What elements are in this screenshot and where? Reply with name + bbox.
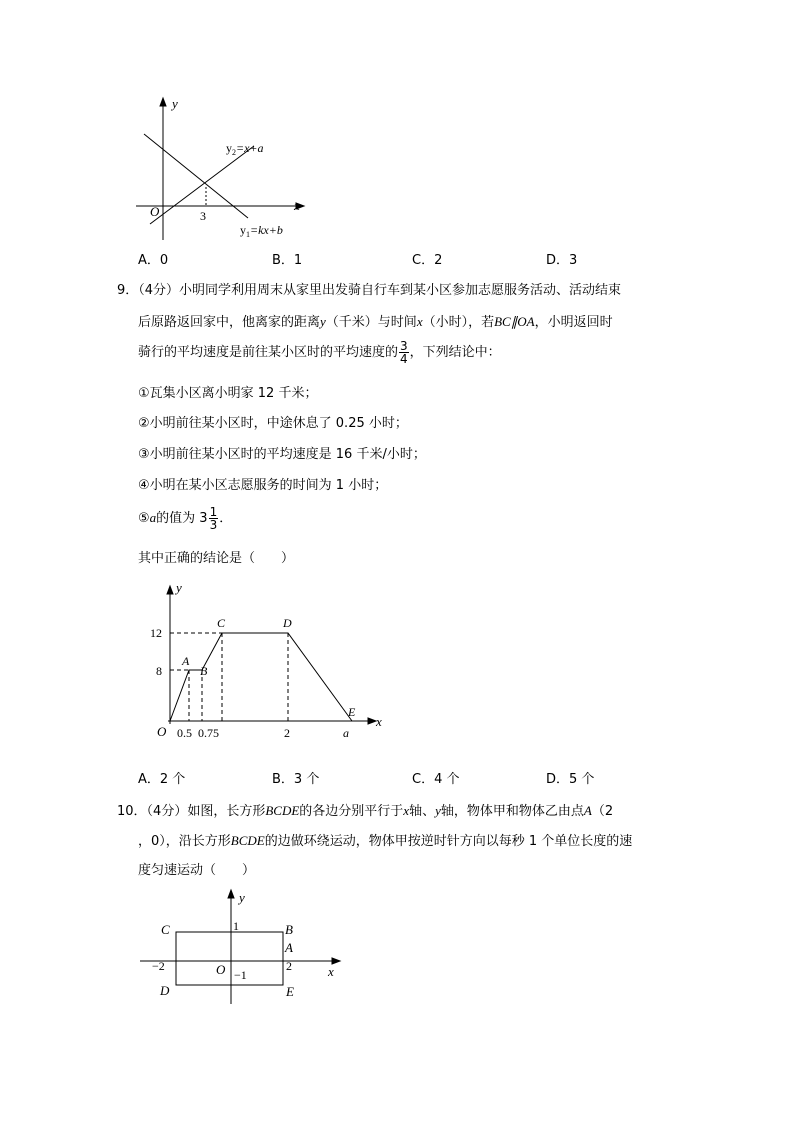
q9-ask: 其中正确的结论是（ ） <box>138 551 295 566</box>
fraction-one-third: $\frac{1}{3}$ <box>209 505 218 532</box>
x-label: x <box>376 714 382 729</box>
tick-3: 3 <box>200 209 206 223</box>
tick-m1: −1 <box>234 968 247 982</box>
q9-statement-4: ④小明在某小区志愿服务的时间为 1 小时； <box>138 478 388 493</box>
q8-option-c[interactable]: C．2 <box>412 253 443 268</box>
y-label: y <box>176 580 182 595</box>
origin-label: O <box>150 204 160 219</box>
line-y1 <box>144 134 248 218</box>
q9-option-d[interactable]: D．5 个 <box>546 772 595 787</box>
origin-label: O <box>216 962 226 977</box>
point-c: C <box>217 616 226 630</box>
tick-2: 2 <box>286 959 292 973</box>
x-axis-arrow <box>368 718 376 724</box>
y-axis-arrow <box>167 586 173 594</box>
label-y1: $y_1=kx+b$ <box>240 223 283 239</box>
q9-option-c[interactable]: C．4 个 <box>412 772 460 787</box>
rectangle-bcde <box>176 932 283 985</box>
distance-time-graph <box>170 633 352 721</box>
point-d: D <box>160 983 170 998</box>
tick-05: 0.5 <box>177 726 192 740</box>
fraction-three-quarters: $\frac{3}{4}$ <box>400 339 408 366</box>
q9-statement-2: ②小明前往某小区时，中途休息了 0.25 小时； <box>138 416 408 431</box>
origin-label: O <box>157 724 167 739</box>
label-y2: $y_2=x+a$ <box>226 141 264 157</box>
tick-m2: −2 <box>152 959 165 973</box>
q9-line1: 9．（4分）小明同学利用周末从家里出发骑自行车到某小区参加志愿服务活动、活动结束 <box>117 283 622 298</box>
x-label: x <box>294 198 300 213</box>
point-b: B <box>200 664 208 678</box>
tick-a: a <box>343 726 349 740</box>
q10-line2: ，0），沿长方形BCDE的边做环绕运动，物体甲按逆时针方向以每秒 1 个单位长度的速 <box>138 833 633 849</box>
point-c: C <box>161 922 170 937</box>
q9-graph <box>140 576 390 746</box>
y-label: y <box>239 890 245 905</box>
q10-line3: 度匀速运动（ ） <box>138 863 256 878</box>
q9-option-a[interactable]: A．2 个 <box>138 772 186 787</box>
point-e: E <box>348 705 356 719</box>
tick-y8: 8 <box>156 664 162 678</box>
q8-option-d[interactable]: D．3 <box>546 253 578 268</box>
q9-statement-3: ③小明前往某小区时的平均速度是 16 千米/小时； <box>138 447 426 462</box>
q9-option-b[interactable]: B．3 个 <box>272 772 320 787</box>
point-a: A <box>182 654 190 668</box>
tick-2: 2 <box>284 726 290 740</box>
y-axis-arrow <box>228 890 234 898</box>
q10-graph <box>132 886 347 1006</box>
y-axis-arrow <box>160 98 166 106</box>
q8-option-b[interactable]: B．1 <box>272 253 303 268</box>
point-e: E <box>286 984 294 999</box>
x-label: x <box>328 964 334 979</box>
q8-option-a[interactable]: A．0 <box>138 253 169 268</box>
tick-y12: 12 <box>150 626 162 640</box>
q9-line3: 骑行的平均速度是前往某小区时的平均速度的 $\frac{3}{4}$ ，下列结论中： <box>138 339 501 366</box>
q9-statement-5: ⑤a的值为 3 $\frac{1}{3}$ ． <box>138 505 233 532</box>
q10-line1: 10．（4分）如图，长方形BCDE的各边分别平行于x轴、y轴，物体甲和物体乙由点A（2 <box>117 803 614 819</box>
point-d: D <box>283 616 292 630</box>
tick-075: 0.75 <box>198 726 219 740</box>
point-a: A <box>285 940 293 955</box>
q8-graph <box>128 92 318 242</box>
y-label: y <box>172 96 178 111</box>
tick-1: 1 <box>233 919 239 933</box>
q9-line2: 后原路返回家中，他离家的距离y（千米）与时间x（小时），若BC∥OA，小明返回时 <box>138 314 613 330</box>
q9-statement-1: ①瓦集小区离小明家 12 千米； <box>138 386 318 401</box>
point-b: B <box>285 922 293 937</box>
